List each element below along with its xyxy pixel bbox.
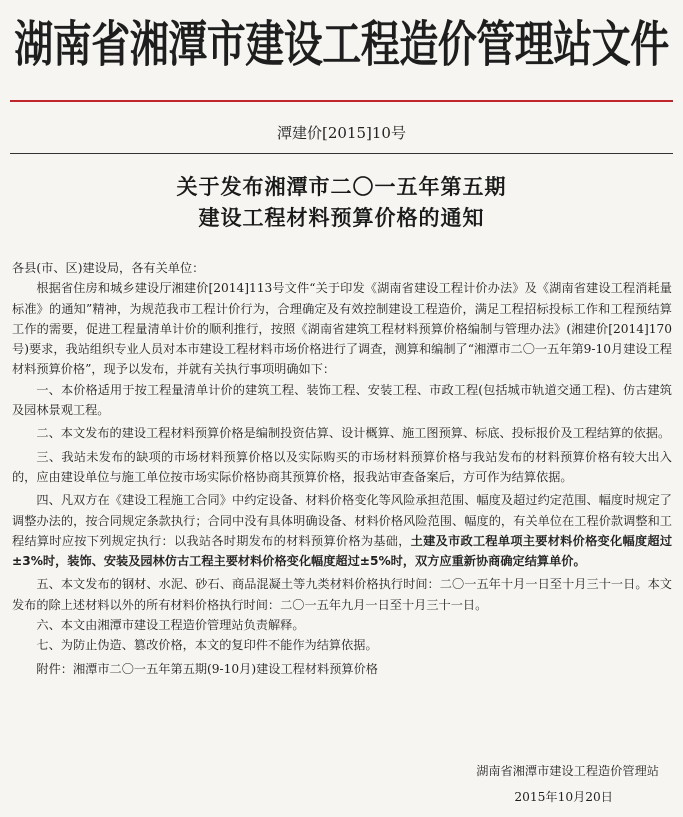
item-4 xyxy=(12,490,672,571)
issue-date: 2015年10月20日 xyxy=(514,790,613,804)
notice-body xyxy=(12,258,672,679)
notice-title-line-2: 建设工程材料预算价格的通知 xyxy=(198,206,485,230)
red-rule-divider xyxy=(10,100,673,102)
item-3: 三、我站未发布的缺项的市场材料预算价格以及实际购买的市场材料预算价格与我站发布的材料预算价格有较大出入的，应由建设单位与施工单位按市场实际价格协商其预算价格，报我站审查备案后，方可作为结算依据。 xyxy=(12,449,672,484)
item-1: 一、本价格适用于按工程量清单计价的建筑工程、装饰工程、安装工程、市政工程(包括城市轨道交通工程)、仿古建筑及园林景观工程。 xyxy=(12,382,672,418)
issuing-organization: 湖南省湘潭市建设工程造价管理站 xyxy=(476,764,659,778)
masthead: 湖南省湘潭市建设工程造价管理站文件 xyxy=(14,17,669,74)
item-7: 七、为防止伪造、篡改价格，本文的复印件不能作为结算依据。 xyxy=(36,638,378,653)
item-6: 六、本文由湘潭市建设工程造价管理站负责解释。 xyxy=(36,618,305,633)
item-5: 五、本文发布的钢材、水泥、砂石、商品混凝土等九类材料价格执行时间：二〇一五年十月一日至十月三十一日。本文发布的除上述材料以外的所有材料价格执行时间：二〇一五年九月一日至十月三十一日。 xyxy=(12,577,672,612)
item-4-text: 四、凡双方在《建设工程施工合同》中约定设备、材料价格变化等风险承担范围、幅度及超过约定范围、幅度时规定了调整办法的，按合同规定条款执行；合同中没有具体明确设备、材料价格风险范围、幅度的，有关单位在工程价款调整和工程结算时应按下列规定执行：以我站各时期发布的材料预算价格为基础， xyxy=(12,493,672,548)
attachment-line: 附件：湘潭市二〇一五年第五期(9-10月)建设工程材料预算价格 xyxy=(36,661,378,676)
item-2: 二、本文发布的建设工程材料预算价格是编制投资估算、设计概算、施工图预算、标底、投标报价及工程结算的依据。 xyxy=(36,426,671,441)
black-rule-divider xyxy=(10,153,673,154)
item-4-bold-text: 土建及市政工程单项主要材料价格变化幅度超过±3%时，装饰、安装及园林仿古工程主要材料价格变化幅度超过±5%时，双方应重新协商确定结算单价。 xyxy=(12,533,673,569)
document-number: 潭建价[2015]10号 xyxy=(277,124,406,142)
notice-title xyxy=(0,172,683,234)
intro-paragraph: 根据省住房和城乡建设厅湘建价[2014]113号文件“关于印发《湖南省建设工程计价办法》及《湖南省建设工程消耗量标准》的通知”精神，为规范我市工程计价行为，合理确定及有效控制建设工程造价，满足工程招标投标工作和工程预结算工作的需要，促进工程量清单计价的顺利推行，按照《湖南省建筑工程材料预算价格编制与管理办法》(湘建价[2014]170号)要求，我站组织专业人员对本市建设工程材料市场价格进行了调查，测算和编制了“湘潭市二〇一五年第9-10月建设工程材料预算价格”，现予以发布，并就有关执行事项明确如下： xyxy=(12,281,672,377)
notice-title-line-1: 关于发布湘潭市二〇一五年第五期 xyxy=(176,175,507,199)
salutation: 各县(市、区)建设局，各有关单位： xyxy=(12,261,205,275)
